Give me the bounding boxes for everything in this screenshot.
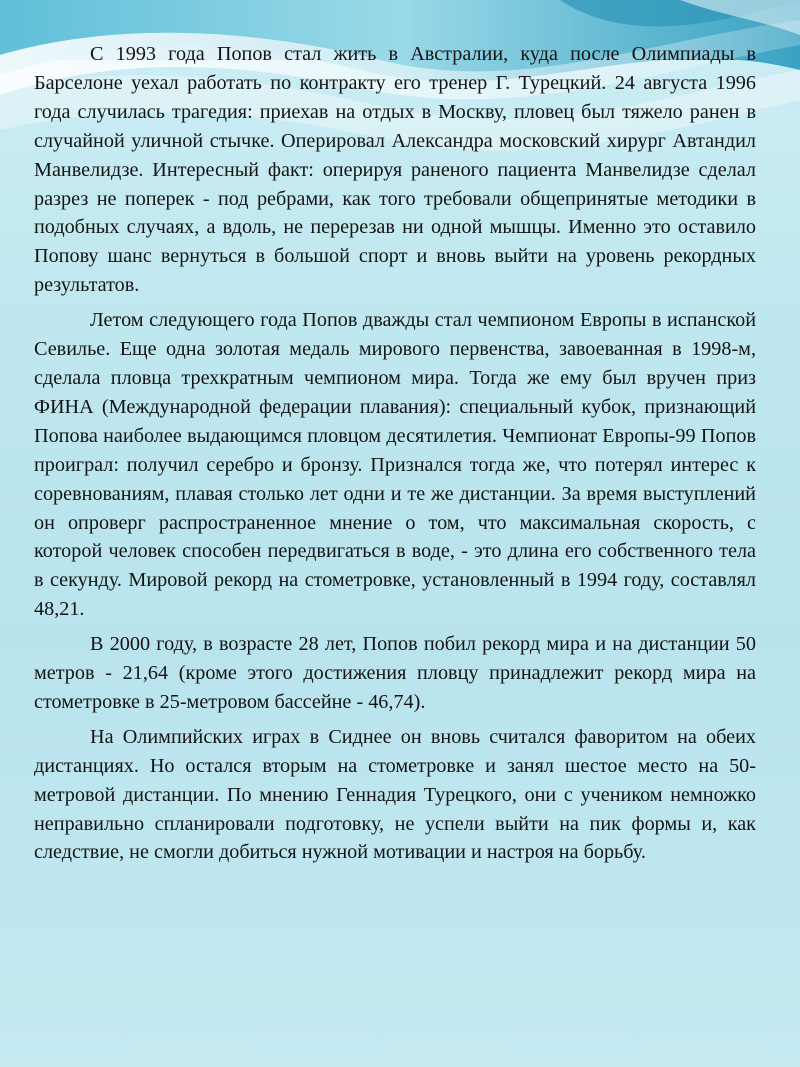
paragraph-2: Летом следующего года Попов дважды стал чемпионом Европы в испанской Севилье. Еще одна золотая медаль мирового первенства, завоеванная в 1998-м, сделала пловца трехкратным чемпионом мира. Тогда же ему был вручен приз ФИНА (Международной федерации плавания): специальный кубок, признающий Попова наиболее выдающимся пловцом десятилетия. Чемпионат Европы-99 Попов проиграл: получил серебро и бронзу. Признался тогда же, что потерял интерес к соревнованиям, плавая столько лет одни и те же дистанции. За время выступлений он опроверг распространенное мнение о том, что максимальная скорость, с которой человек способен передвигаться в воде, - это длина его собственного тела в секунду. Мировой рекорд на стометровке, установленный в 1994 году, составлял 48,21. — [34, 309, 756, 621]
paragraph-1: С 1993 года Попов стал жить в Австралии, куда после Олимпиады в Барселоне уехал работать по контракту его тренер Г. Турецкий. 24 августа 1996 года случилась трагедия: приехав на отдых в Москву, пловец был тяжело ранен в случайной уличной стычке. Оперировал Александра московский хирург Автандил Манвелидзе. Интересный факт: оперируя раненого пациента Манвелидзе сделал разрез не поперек - под ребрами, как того требовали общепринятые методики в подобных случаях, а вдоль, не перерезав ни одной мышцы. Именно это оставило Попову шанс вернуться в большой спорт и вновь выйти на уровень рекордных результатов. — [34, 43, 756, 297]
body-text — [34, 40, 756, 873]
paragraph-4: На Олимпийских играх в Сиднее он вновь считался фаворитом на обеих дистанциях. Но остался вторым на стометровке и занял шестое место на 50-метровой дистанции. По мнению Геннадия Турецкого, они с учеником немножко неправильно спланировали подготовку, не успели выйти на пик формы и, как следствие, не смогли добиться нужной мотивации и настроя на борьбу. — [34, 725, 756, 864]
paragraph-3: В 2000 году, в возрасте 28 лет, Попов побил рекорд мира и на дистанции 50 метров - 21,64 (кроме этого достижения пловцу принадлежит рекорд мира на стометровке в 25-метровом бассейне - 46,74). — [34, 633, 756, 713]
